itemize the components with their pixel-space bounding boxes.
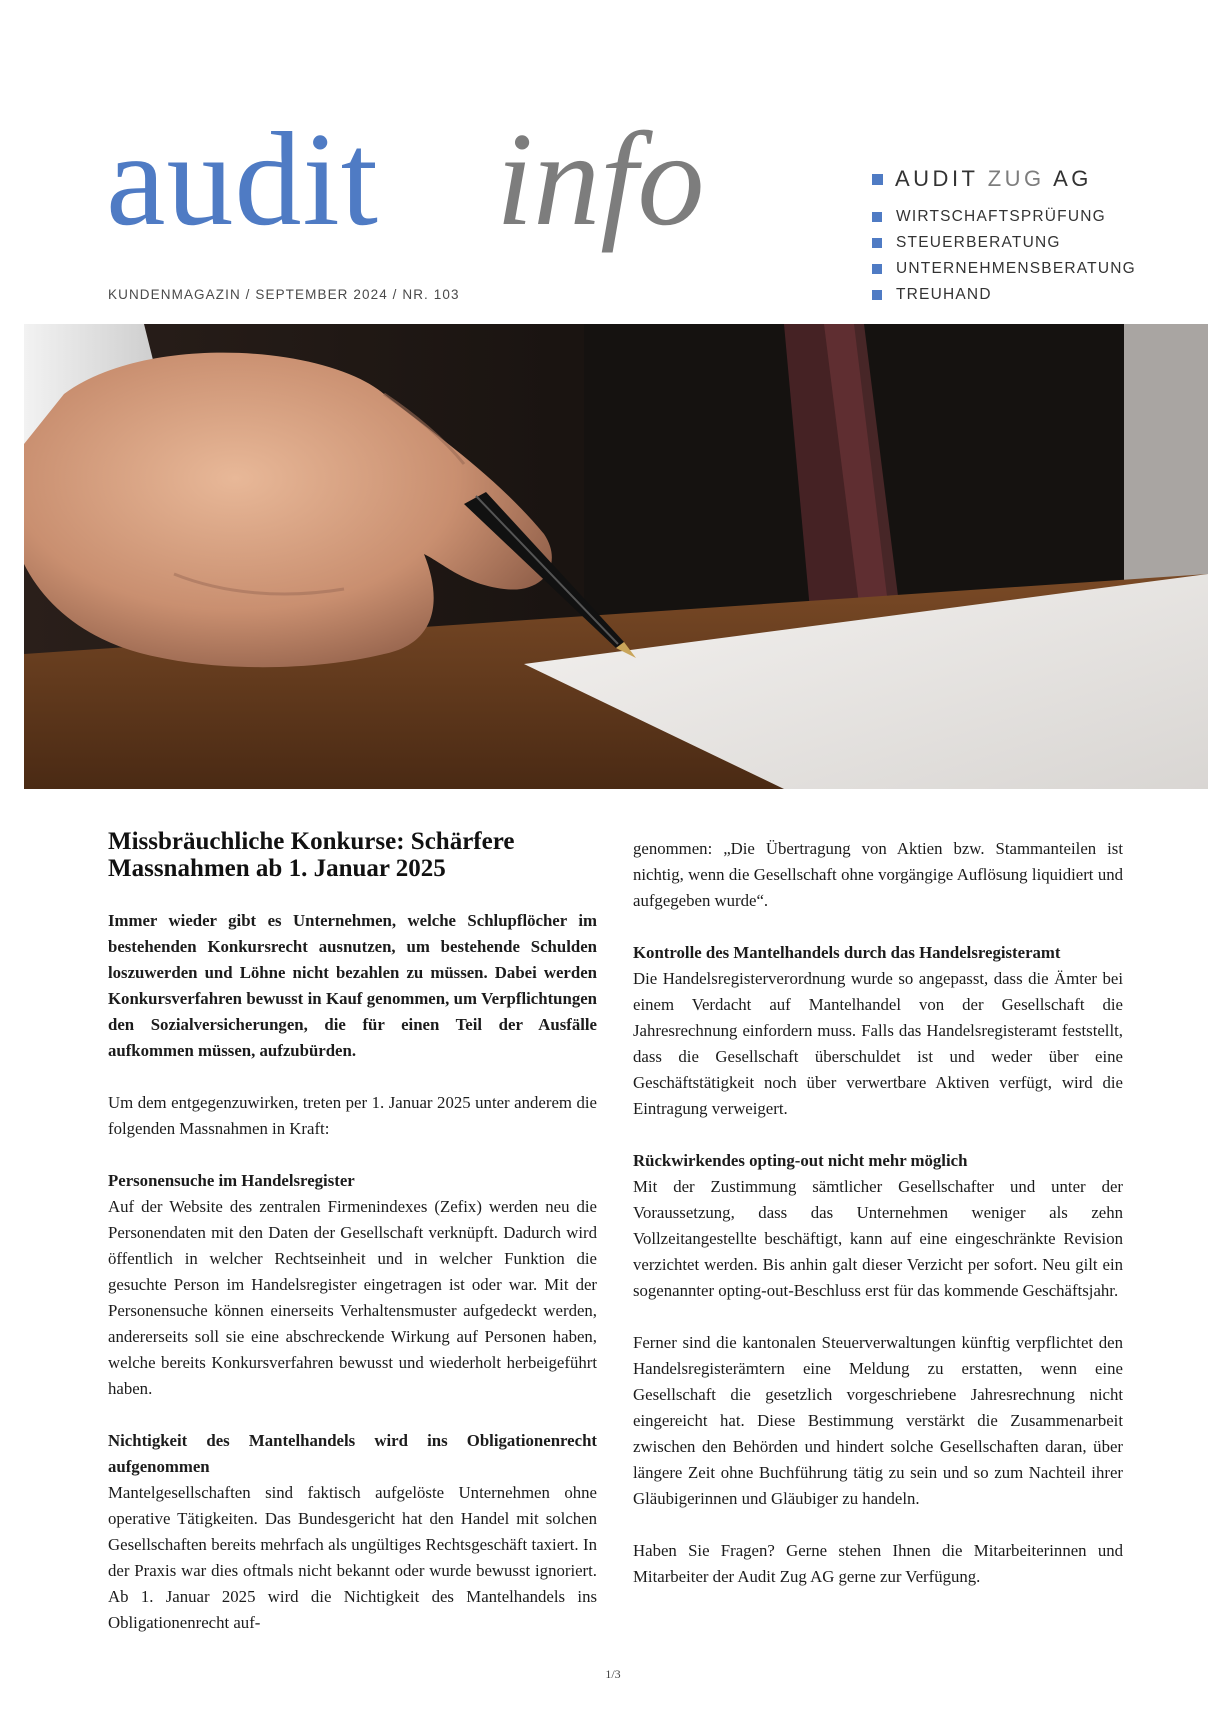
company-name-row: [872, 166, 1212, 192]
paragraph-tax-authorities: Ferner sind die kantonalen Steuerverwaltungen künftig verpflichtet den Handelsregisterämtern eine Meldung zu erstatten, wenn eine Gesellschaft die gesetzlich vorgeschriebene Jahresrechnung nicht eingereicht hat. Diese Bestimmung verstärkt die Zusammenarbeit zwischen den Behörden und hindert solche Gesellschaften daran, über längere Zeit ohne Buchführung tätig zu sein und so zum Nachteil ihrer Gläubigerinnen und Gläubiger zu handeln.: [633, 1333, 1123, 1508]
section-heading: Rückwirkendes opting-out nicht mehr möglich: [633, 1151, 968, 1170]
page-number: 1/3: [605, 1667, 621, 1681]
blue-square-icon: [872, 264, 882, 274]
service-label: TREUHAND: [896, 286, 992, 303]
blue-square-icon: [872, 238, 882, 248]
services-list: [872, 204, 1212, 308]
service-item: [872, 256, 1212, 282]
company-block: [872, 166, 1212, 308]
hand-writing-illustration: [24, 324, 1208, 789]
service-item: [872, 204, 1212, 230]
company-name-ag: AG: [1044, 166, 1092, 191]
article-intro: Um dem entgegenzuwirken, treten per 1. Januar 2025 unter anderem die folgenden Massnahmen in Kraft:: [108, 1093, 597, 1138]
section-text: Auf der Website des zentralen Firmenindexes (Zefix) werden neu die Personendaten mit den Daten der Gesellschaft verknüpft. Dadurch wird öffentlich in welcher Rechtseinheit und in welcher Funktion die gesuchte Person im Handelsregister eingetragen ist oder war. Mit der Personensuche können einerseits Verhaltensmuster aufgedeckt werden, andererseits soll sie eine abschreckende Wirkung auf Personen haben, welche bereits Konkursverfahren bewusst und wiederholt herbeigeführt haben.: [108, 1197, 597, 1398]
article-right-column: [633, 836, 1123, 1590]
company-name: [895, 166, 1092, 192]
section-text: Mit der Zustimmung sämtlicher Gesellschafter und unter der Voraussetzung, dass das Unternehmen weniger als zehn Vollzeitangestellte beschäftigt, kann auf eine eingeschränkte Revision verzichtet werden. Bis anhin galt dieser Verzicht per sofort. Neu gilt ein sogenannter opting-out-Beschluss erst für das kommende Geschäftsjahr.: [633, 1177, 1123, 1300]
masthead-title-info: info: [496, 105, 705, 253]
closing-paragraph: Haben Sie Fragen? Gerne stehen Ihnen die Mitarbeiterinnen und Mitarbeiter der Audit Zug AG gerne zur Verfügung.: [633, 1541, 1123, 1586]
service-item: [872, 230, 1212, 256]
blue-square-icon: [872, 174, 883, 185]
section-text: Die Handelsregisterverordnung wurde so angepasst, dass die Ämter bei einem Verdacht auf Mantelhandel von der Gesellschaft die Jahresrechnung einfordern muss. Falls das Handelsregisteramt feststellt, dass die Gesellschaft überschuldet ist und weder über eine Geschäftstätigkeit noch über verwertbare Aktiven verfügt, wird die Eintragung verweigert.: [633, 969, 1123, 1118]
service-label: UNTERNEHMENSBERATUNG: [896, 260, 1136, 277]
blue-square-icon: [872, 212, 882, 222]
service-label: STEUERBERATUNG: [896, 234, 1061, 251]
article-left-column: [108, 828, 597, 1636]
article-lead: Immer wieder gibt es Unternehmen, welche Schlupflöcher im bestehenden Konkursrecht ausnutzen, um bestehende Schulden loszuwerden und Löhne nicht bezahlen zu müssen. Dabei werden Konkursverfahren bewusst in Kauf genommen, um Verpflichtungen den Sozialversicherungen, die für einen Teil der Ausfälle aufkommen müssen, aufzubürden.: [108, 911, 597, 1060]
section-heading: Kontrolle des Mantelhandels durch das Handelsregisteramt: [633, 943, 1061, 962]
company-name-zug: ZUG: [987, 166, 1045, 191]
masthead-title-audit: audit: [106, 105, 379, 253]
masthead: [106, 105, 766, 262]
service-item: [872, 282, 1212, 308]
section-text: Mantelgesellschaften sind faktisch aufgelöste Unternehmen ohne operative Tätigkeiten. Das Bundesgericht hat den Handel mit solchen Gesellschaften bereits mehrfach als ungültiges Rechtsgeschäft taxiert. In der Praxis war dies oftmals nicht bekannt oder wurde bewusst ignoriert. Ab 1. Januar 2025 wird die Nichtigkeit des Mantelhandels ins Obligationenrecht auf-: [108, 1483, 597, 1632]
service-label: WIRTSCHAFTSPRÜFUNG: [896, 208, 1106, 225]
issue-line: KUNDENMAGAZIN / SEPTEMBER 2024 / NR. 103: [108, 287, 460, 302]
section-heading: Personensuche im Handelsregister: [108, 1171, 355, 1190]
company-name-audit: AUDIT: [895, 166, 988, 191]
section-heading: Nichtigkeit des Mantelhandels wird ins Obligationenrecht aufgenommen: [108, 1431, 597, 1476]
article-headline: Missbräuchliche Konkurse: Schärfere Massnahmen ab 1. Januar 2025: [108, 828, 515, 882]
hero-photo: [24, 324, 1208, 789]
section-text-continued: genommen: „Die Übertragung von Aktien bzw. Stammanteilen ist nichtig, wenn die Gesellschaft ohne vorgängige Auflösung liquidiert und aufgegeben wurde“.: [633, 839, 1123, 910]
blue-square-icon: [872, 290, 882, 300]
